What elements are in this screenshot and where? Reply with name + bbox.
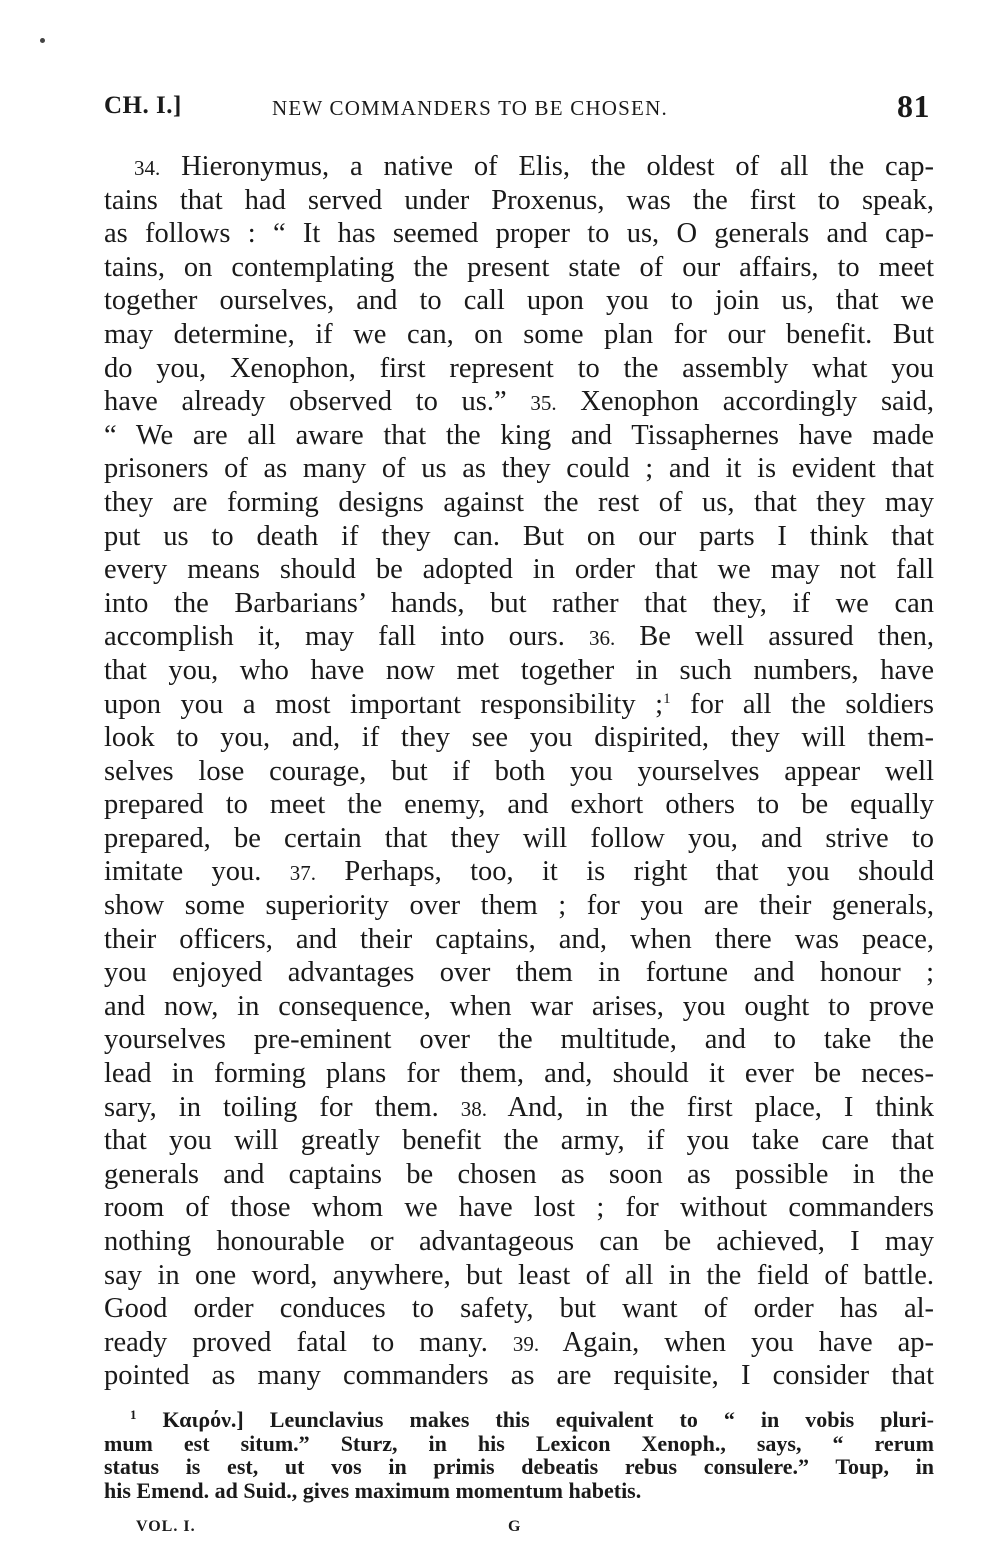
- ink-speck: [40, 38, 45, 43]
- footnote-line: [104, 1479, 934, 1503]
- running-title: NEW COMMANDERS TO BE CHOSEN.: [272, 96, 668, 120]
- line-text: upon you a most important responsibility ;: [104, 688, 664, 720]
- body-line: [104, 620, 934, 654]
- volume-label: VOL. I.: [136, 1518, 196, 1535]
- line-text: status is est, ut vos in primis debeatis rebus consulere.” Toup, in: [104, 1454, 934, 1479]
- body-line: [104, 1023, 934, 1057]
- footnote-line: [104, 1455, 934, 1479]
- line-text: pointed as many commanders as are requisite, I consider that: [104, 1360, 934, 1392]
- line-text: And, in the first place, I think: [487, 1091, 934, 1123]
- footnote-marker: 1: [130, 1407, 137, 1422]
- body-line: [104, 755, 934, 789]
- body-line: [104, 654, 934, 688]
- line-text: Καιρόν.] Leunclavius makes this equivalent to “ in vobis pluri-: [136, 1407, 934, 1432]
- line-text: generals and captains be chosen as soon as possible in the: [104, 1158, 934, 1190]
- line-text: room of those whom we have lost ; for without commanders: [104, 1192, 934, 1224]
- body-line: [104, 284, 934, 318]
- section-number: 35.: [530, 391, 557, 416]
- body-line: [104, 1191, 934, 1225]
- line-text: Be well assured then,: [615, 621, 934, 653]
- line-text: Good order conduces to safety, but want of order has al-: [104, 1293, 934, 1325]
- line-text: sary, in toiling for them.: [104, 1091, 461, 1123]
- line-text: his Emend. ad Suid., gives maximum momentum habetis.: [104, 1477, 642, 1503]
- body-line: [104, 1259, 934, 1293]
- body-line: [104, 385, 934, 419]
- line-text: for all the soldiers: [670, 688, 934, 720]
- line-text: prepared to meet the enemy, and exhort others to be equally: [104, 789, 934, 821]
- line-text: do you, Xenophon, first represent to the assembly what you: [104, 352, 934, 384]
- line-text: look to you, and, if they see you dispirited, they will them-: [104, 722, 934, 754]
- body-line: [104, 721, 934, 755]
- line-text: show some superiority over them ; for you are their generals,: [104, 890, 934, 922]
- body-line: [104, 788, 934, 822]
- body-line: [104, 251, 934, 285]
- body-line: [104, 184, 934, 218]
- body-line: [104, 318, 934, 352]
- footnote-line: [104, 1408, 934, 1432]
- chapter-marker: CH. I.]: [104, 92, 182, 119]
- section-number: 34.: [134, 156, 161, 180]
- line-text: their officers, and their captains, and, when there was peace,: [104, 923, 934, 955]
- body-line: [104, 923, 934, 957]
- section-number: 36.: [588, 626, 616, 651]
- line-text: and now, in consequence, when war arises, you ought to prove: [104, 990, 934, 1022]
- line-text: Perhaps, too, it is right that you should: [316, 856, 934, 888]
- body-line: [104, 150, 934, 184]
- section-number: 39.: [512, 1331, 540, 1356]
- footnote-marker: 1: [663, 690, 671, 707]
- line-text: as follows : “ It has seemed proper to us, O generals and cap-: [104, 218, 934, 250]
- line-text: that you, who have now met together in such numbers, have: [104, 654, 934, 686]
- line-text: may determine, if we can, on some plan for our benefit. But: [104, 318, 934, 350]
- section-number: 38.: [460, 1096, 488, 1121]
- body-line: [104, 1359, 934, 1393]
- line-text: lead in forming plans for them, and, should it ever be neces-: [104, 1058, 934, 1090]
- line-text: Xenophon accordingly said,: [556, 386, 934, 418]
- line-text: say in one word, anywhere, but least of all in the field of battle.: [104, 1259, 934, 1291]
- body-line: [104, 1326, 934, 1360]
- line-text: into the Barbarians’ hands, but rather that they, if we can: [104, 587, 934, 619]
- footnote: [104, 1408, 934, 1502]
- body-line: [104, 1091, 934, 1125]
- line-text: tains that had served under Proxenus, was the first to speak,: [104, 184, 934, 216]
- line-text: prisoners of as many of us as they could ; and it is evident that: [104, 453, 934, 485]
- line-text: yourselves pre-eminent over the multitude, and to take the: [104, 1024, 934, 1056]
- line-text: that you will greatly benefit the army, if you take care that: [104, 1125, 934, 1157]
- body-line: [104, 419, 934, 453]
- body-line: [104, 855, 934, 889]
- body-line: [104, 486, 934, 520]
- body-line: [104, 587, 934, 621]
- body-line: [104, 520, 934, 554]
- signature-mark: G: [508, 1518, 522, 1535]
- page-number: 81: [897, 88, 930, 124]
- line-text: have already observed to us.”: [104, 386, 531, 418]
- body-line: [104, 889, 934, 923]
- body-line: [104, 553, 934, 587]
- line-text: “ We are all aware that the king and Tissaphernes have made: [104, 419, 934, 451]
- body-line: [104, 956, 934, 990]
- body-line: [104, 352, 934, 386]
- line-text: selves lose courage, but if both you yourselves appear well: [104, 755, 934, 787]
- body-line: [104, 1057, 934, 1091]
- body-line: [104, 1124, 934, 1158]
- line-text: prepared, be certain that they will follow you, and strive to: [104, 822, 934, 854]
- line-text: nothing honourable or advantageous can be achieved, I may: [104, 1226, 934, 1257]
- line-text: Hieronymus, a native of Elis, the oldest of all the cap-: [160, 151, 934, 182]
- main-text: [104, 150, 934, 1393]
- footnote-line: [104, 1432, 934, 1456]
- line-text: tains, on contemplating the present state of our affairs, to meet: [104, 251, 934, 283]
- line-text: every means should be adopted in order that we may not fall: [104, 554, 934, 586]
- line-text: together ourselves, and to call upon you to join us, that we: [104, 285, 934, 317]
- line-text: imitate you.: [104, 856, 290, 888]
- body-line: [104, 990, 934, 1024]
- body-line: [104, 217, 934, 251]
- body-line: [104, 1158, 934, 1192]
- line-text: ready proved fatal to many.: [104, 1326, 513, 1358]
- line-text: you enjoyed advantages over them in fortune and honour ;: [104, 957, 934, 989]
- body-line: [104, 822, 934, 856]
- running-header: [104, 88, 934, 132]
- body-line: [104, 452, 934, 486]
- line-text: put us to death if they can. But on our parts I think that: [104, 520, 934, 552]
- section-number: 37.: [289, 861, 316, 886]
- body-line: [104, 688, 934, 722]
- line-text: mum est situm.” Sturz, in his Lexicon Xenoph., says, “ rerum: [104, 1430, 934, 1456]
- body-line: [104, 1292, 934, 1326]
- line-text: accomplish it, may fall into ours.: [104, 621, 589, 653]
- line-text: they are forming designs against the rest of us, that they may: [104, 486, 934, 518]
- line-text: Again, when you have ap-: [539, 1326, 934, 1358]
- body-line: [104, 1225, 934, 1259]
